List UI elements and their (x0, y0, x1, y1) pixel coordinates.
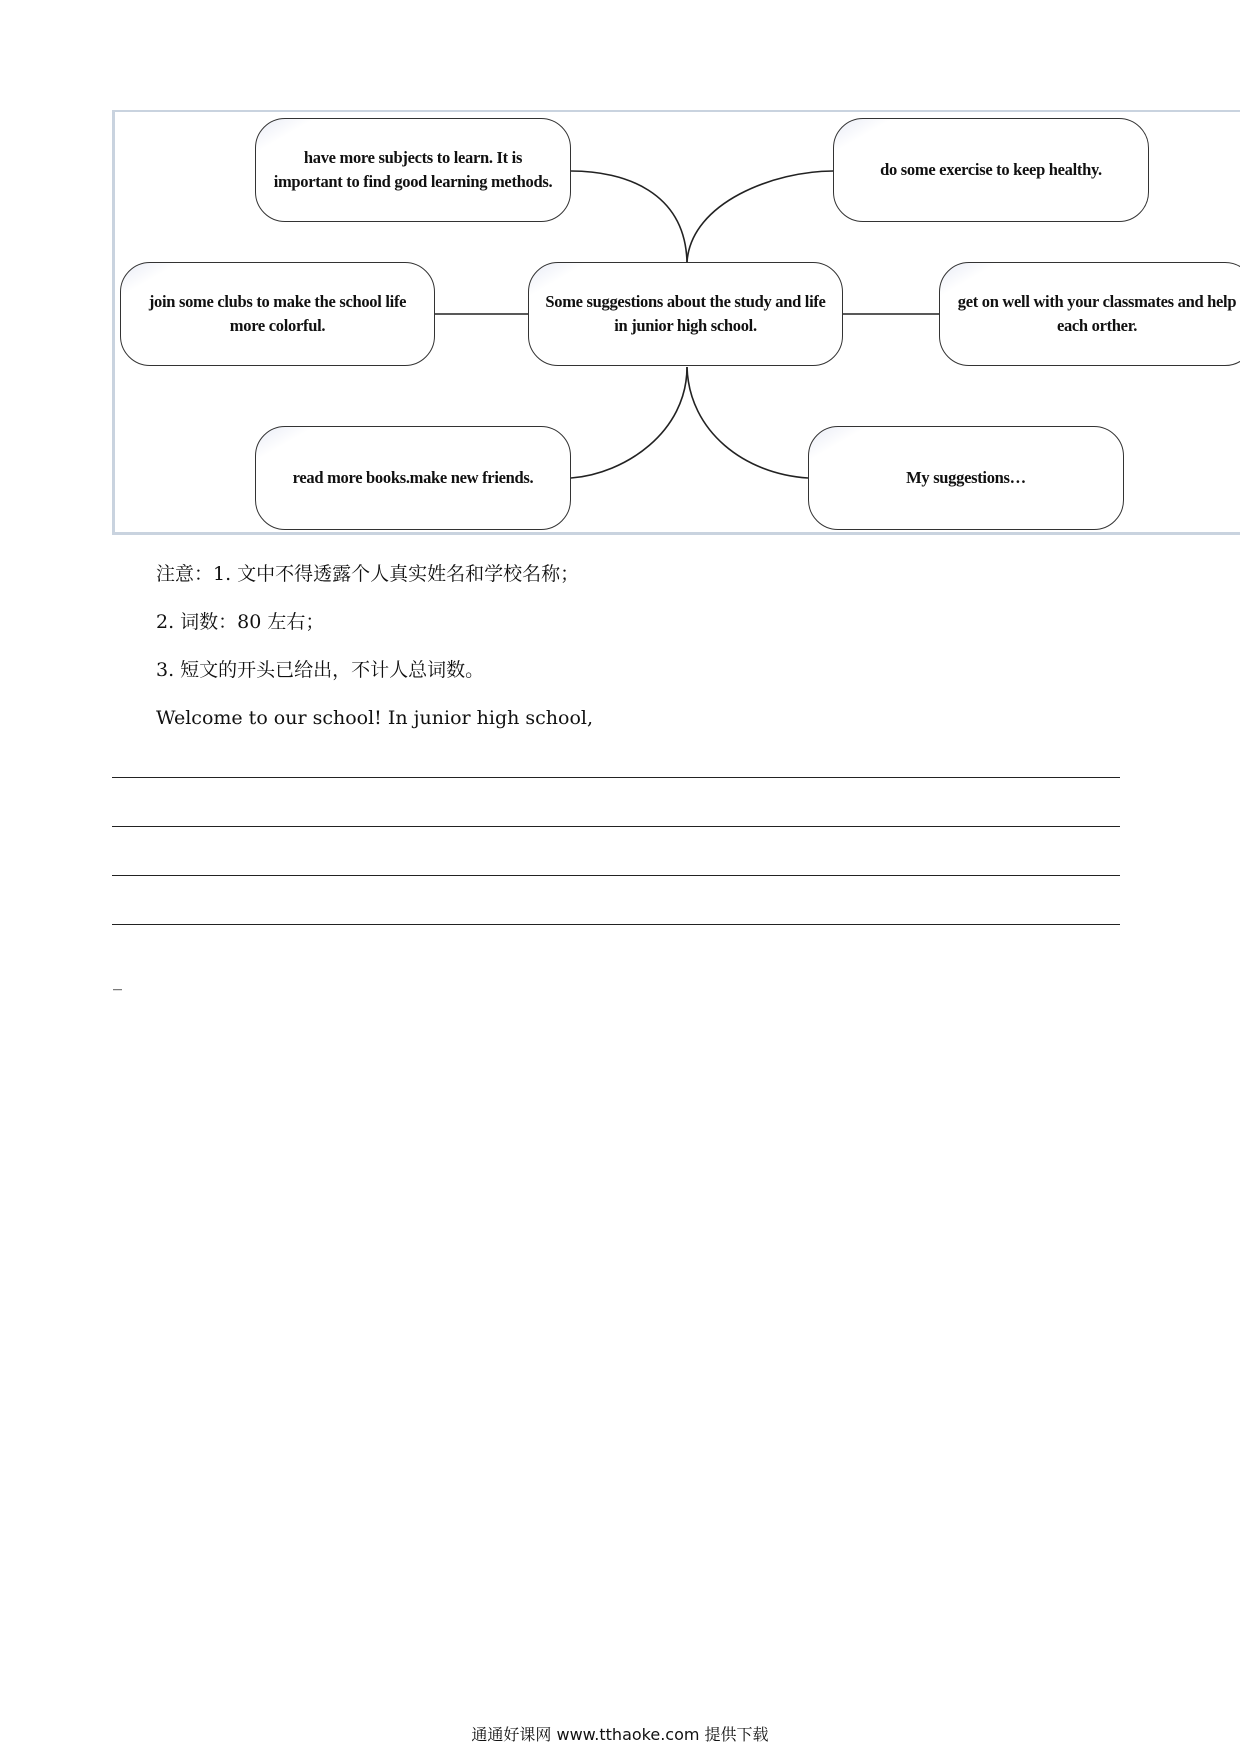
node-bottom-right (808, 426, 1124, 530)
link-bottom-left (571, 367, 687, 478)
link-bottom-right (687, 367, 808, 478)
note-line-2: 2. 词数：80 左右； (156, 611, 325, 633)
node-middle-right (939, 262, 1240, 366)
node-bottom-left (255, 426, 571, 530)
footer-source: 通通好课网 www.tthaoke.com 提供下载 (471, 1725, 769, 1744)
node-middle-left (120, 262, 435, 366)
node-center (528, 262, 843, 366)
link-top-left (571, 171, 687, 262)
node-top-right-text: do some exercise to keep healthy. (880, 160, 1102, 179)
note-line-1: 注意：1. 文中不得透露个人真实姓名和学校名称； (156, 563, 580, 585)
answer-line-1[interactable] (112, 777, 1120, 778)
node-center-text: Some suggestions about the study and life in junior high school. (545, 292, 826, 335)
note-line-3: 3. 短文的开头已给出，不计人总词数。 (156, 659, 485, 681)
node-bottom-right-text: My suggestions… (906, 468, 1026, 487)
node-middle-left-text: join some clubs to make the school life more colorful. (148, 292, 407, 335)
mind-map-diagram (112, 110, 1240, 535)
node-middle-right-text: get on well with your classmates and help each orther. (957, 292, 1237, 335)
blank-mark: _ (113, 970, 122, 991)
node-top-right (833, 118, 1149, 222)
link-top-right (687, 171, 833, 262)
answer-line-4[interactable] (112, 924, 1120, 925)
node-top-left (255, 118, 571, 222)
node-bottom-left-text: read more books.make new friends. (292, 468, 534, 487)
essay-opening: Welcome to our school! In junior high school, (156, 707, 594, 729)
instructions (156, 560, 593, 752)
answer-line-2[interactable] (112, 826, 1120, 827)
answer-line-3[interactable] (112, 875, 1120, 876)
node-top-left-text: have more subjects to learn. It is important to find good learning methods. (273, 148, 553, 191)
